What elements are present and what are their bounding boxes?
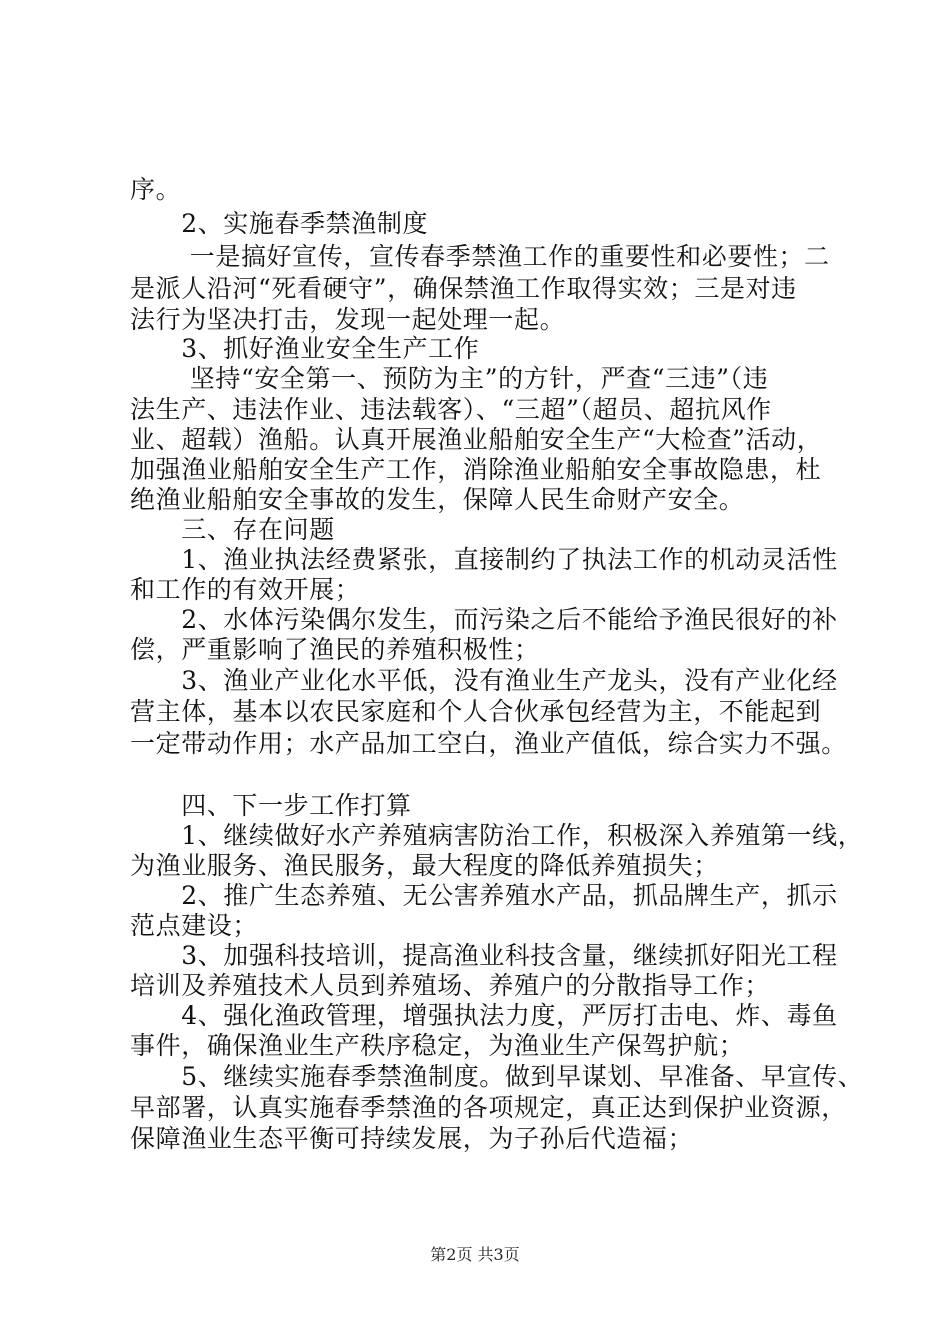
section-heading: 3、抓好渔业安全生产工作 [130, 334, 480, 363]
text-line: 3、渔业产业化水平低，没有渔业生产龙头，没有产业化经 [130, 666, 838, 695]
text-line: 3、加强科技培训，提高渔业科技含量，继续抓好阳光工程 [130, 941, 838, 970]
text-line: 法行为坚决打击，发现一起处理一起。 [130, 305, 566, 334]
text-line: 加强渔业船舶安全生产工作，消除渔业船舶安全事故隐患，杜 [130, 455, 822, 484]
text-line: 序。 [130, 175, 182, 204]
text-line: 早部署，认真实施春季禁渔的各项规定，真正达到保护业资源， [130, 1093, 847, 1122]
text-line: 营主体，基本以农民家庭和个人合伙承包经营为主，不能起到 [130, 697, 822, 726]
text-line: 4、强化渔政管理，增强执法力度，严厉打击电、炸、毒鱼 [130, 1001, 838, 1030]
section-heading: 三、存在问题 [130, 515, 335, 544]
text-line: 5、继续实施春季禁渔制度。做到早谋划、早准备、早宣传、 [130, 1062, 864, 1091]
section-heading: 四、下一步工作打算 [130, 791, 412, 820]
text-line: 是派人沿河“死看硬守”，确保禁渔工作取得实效；三是对违 [130, 274, 797, 303]
text-line: 2、水体污染偶尔发生，而污染之后不能给予渔民很好的补 [130, 605, 838, 634]
text-line: 为渔业服务、渔民服务，最大程度的降低养殖损失； [130, 851, 719, 880]
text-line: 业、超载）渔船。认真开展渔业船舶安全生产“大检查”活动， [130, 425, 823, 454]
text-line: 法生产、违法作业、违法载客）、“三超”（超员、超抗风作 [130, 395, 772, 424]
text-line: 事件，确保渔业生产秩序稳定，为渔业生产保驾护航； [130, 1031, 745, 1060]
text-line: 一是搞好宣传，宣传春季禁渔工作的重要性和必要性；二 [130, 242, 830, 271]
text-line: 2、推广生态养殖、无公害养殖水产品，抓品牌生产，抓示 [130, 881, 838, 910]
text-line: 培训及养殖技术人员到养殖场、养殖户的分散指导工作； [130, 971, 771, 1000]
text-line: 范点建设； [130, 911, 259, 940]
text-line: 绝渔业船舶安全事故的发生，保障人民生命财产安全。 [130, 485, 745, 514]
text-line: 保障渔业生态平衡可持续发展，为子孙后代造福； [130, 1124, 694, 1153]
text-line: 1、渔业执法经费紧张，直接制约了执法工作的机动灵活性 [130, 545, 838, 574]
text-line: 偿，严重影响了渔民的养殖积极性； [130, 635, 540, 664]
page-number-footer: 第2页 共3页 [430, 1245, 520, 1264]
text-line: 一定带动作用；水产品加工空白，渔业产值低，综合实力不强。 [130, 729, 847, 758]
text-line: 和工作的有效开展； [130, 575, 361, 604]
text-line: 1、继续做好水产养殖病害防治工作，积极深入养殖第一线， [130, 821, 864, 850]
text-line: 坚持“安全第一、预防为主”的方针，严查“三违”（违 [130, 364, 769, 393]
section-heading: 2、实施春季禁渔制度 [130, 209, 429, 238]
